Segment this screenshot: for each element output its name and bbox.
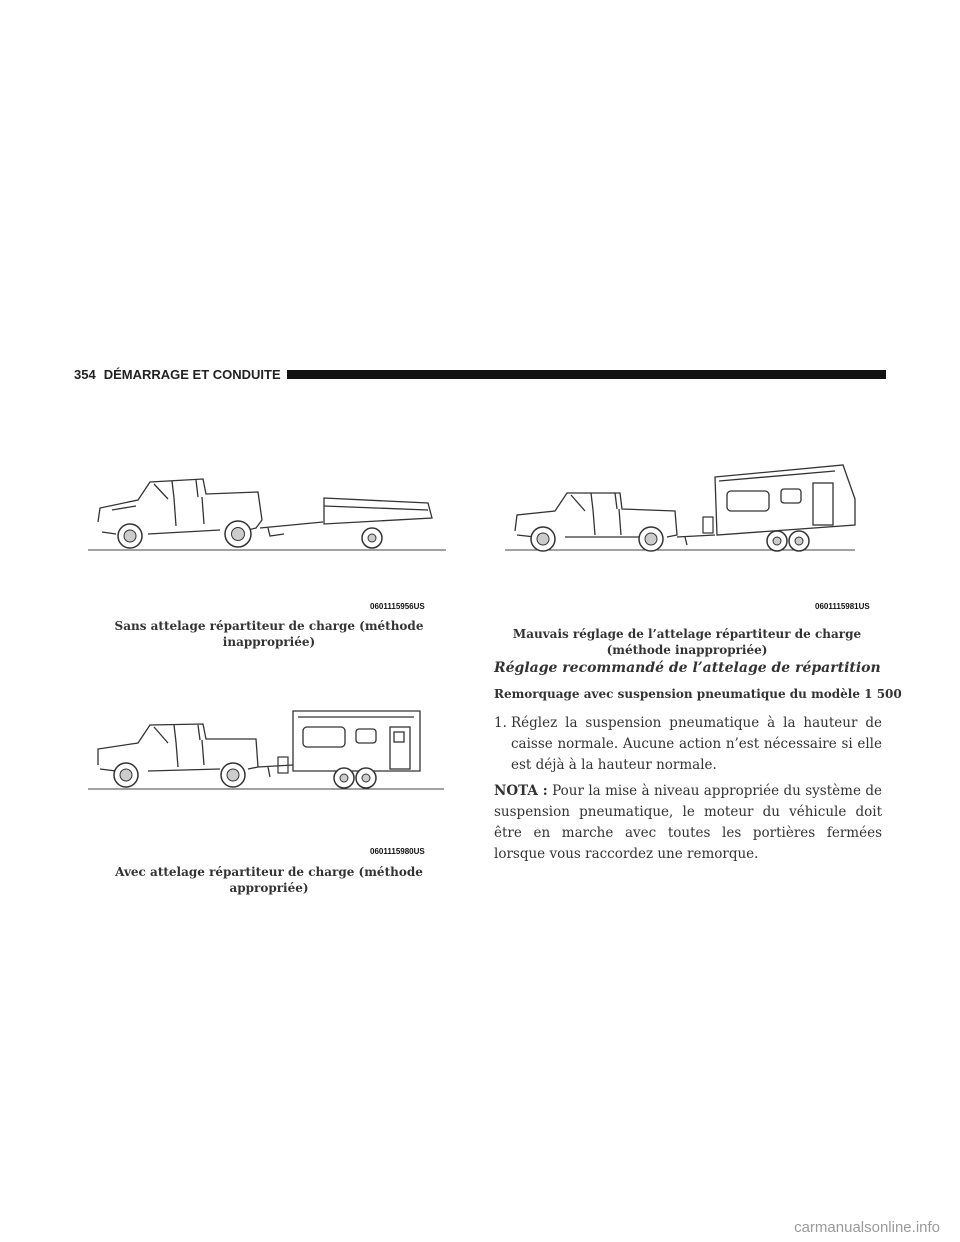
list-number: 1.: [494, 715, 507, 731]
subheading: Réglage recommandé de l’attelage de répartition: [494, 660, 881, 676]
page-number: 354: [74, 366, 96, 382]
nota-text: Pour la mise à niveau appropriée du système de suspension pneumatique, le moteur du véhicule doit être en marche avec toutes les portières fermées lorsque vous raccordez une remorque.: [494, 783, 882, 862]
section-title: DÉMARRAGE ET CONDUITE: [103, 366, 281, 382]
figure-with-weight-distribution: [88, 705, 448, 856]
figure-caption: [492, 626, 882, 658]
figure-wrong-adjustment: [505, 455, 870, 611]
figure-caption: Avec attelage répartiteur de charge (méthode appropriée): [115, 865, 423, 895]
figure-no-weight-distribution: [88, 470, 448, 611]
header-rule: [287, 370, 886, 379]
truck-camper-wrong-illustration: [505, 455, 865, 555]
nota-label: NOTA :: [494, 783, 548, 799]
caption-line: (méthode inappropriée): [606, 643, 768, 657]
list-item: [494, 713, 882, 776]
figure-code: 0601115981US: [815, 602, 870, 611]
caption-line: Mauvais réglage de l’attelage répartiteur de charge: [512, 627, 862, 641]
bold-heading: Remorquage avec suspension pneumatique du modèle 1 500: [494, 687, 902, 701]
figure-caption: Sans attelage répartiteur de charge (méthode inappropriée): [114, 619, 424, 649]
watermark: carmanualsonline.info: [794, 1219, 940, 1236]
figure-code: 0601115956US: [370, 602, 425, 611]
list-text: Réglez la suspension pneumatique à la hauteur de caisse normale. Aucune action n’est nécessaire si elle est déjà à la hauteur normale.: [511, 715, 882, 773]
truck-flat-trailer-illustration: [88, 470, 448, 560]
page-header: [74, 362, 886, 386]
figure-code: 0601115980US: [370, 847, 425, 856]
truck-camper-trailer-illustration: [88, 705, 448, 800]
nota-paragraph: [494, 781, 882, 865]
